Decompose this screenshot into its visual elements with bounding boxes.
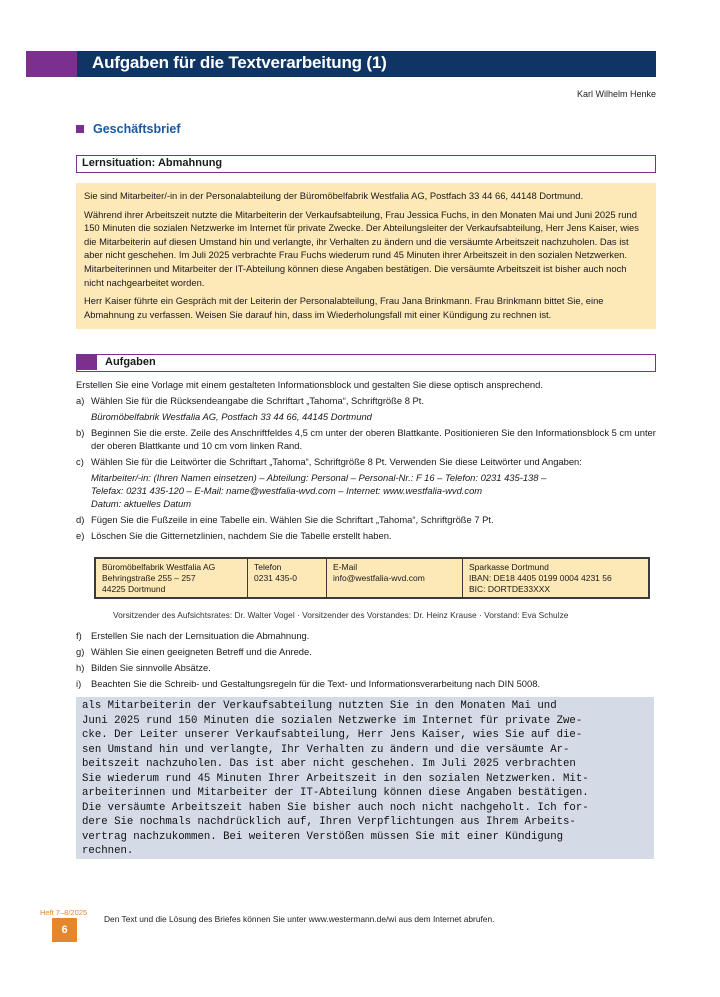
tasks-title-box: [76, 354, 656, 372]
letter-line: arbeiterinnen und Mitarbeiter der IT-Abteilung können diese Angaben bestätigen.: [82, 787, 589, 799]
footer-cell-line: Telefon: [254, 562, 282, 572]
letter-line: dere Sie nochmals nachdrücklich auf, Ihren Verpflichtungen aus Ihrem Arbeits-: [82, 816, 576, 828]
issue-label: Heft 7–8/2025: [40, 908, 88, 917]
task-letter: g): [76, 646, 85, 657]
letter-line: Juni 2025 rund 150 Minuten die sozialen Netzwerke im Internet für private Zwe-: [82, 714, 583, 727]
task-c: [76, 455, 660, 468]
situation-paragraph: Während ihrer Arbeitszeit nutzte die Mitarbeiterin der Verkaufsabteilung, Frau Jessica Fuchs, in den Monaten Mai und Juni 2025 rund 150 Minuten die sozialen Netzwerke im Internet für private Zwecke. Der Abteilungsleiter der Verkaufsabteilung, Herr Jens Kaiser, wies die Mitarbeiterin auf diesen Umstand hin und verlangte, ihr Verhalten zu ändern und die versäumte Arbeitszeit nachzuholen. Das ist aber nicht geschehen. Im Juli 2025 verbrachte Frau Fuchs wiederum rund 45 Minuten ihrer Arbeitszeit in den sozialen Netzwerken. Mitarbeiterinnen und Mitarbeiter der IT-Abteilung können diese Angaben bestätigen. Die versäumte Arbeitszeit ist bisher auch noch nicht nachgearbeitet worden.: [84, 208, 639, 288]
footer-cell-line: Behringstraße 255 – 257: [102, 573, 196, 583]
letter-line: sen Umstand hin und verlangte, Ihr Verhalten zu ändern und die versäumte Ar-: [82, 743, 570, 756]
letter-line: cke. Der Leiter unserer Verkaufsabteilung, Herr Jens Kaiser, wies Sie auf die-: [82, 729, 583, 741]
footer-table-note: Vorsitzender des Aufsichtsrates: Dr. Walter Vogel · Vorsitzender des Vorstandes: Dr. Heinz Krause · Vorstand: Eva Schulze: [113, 610, 569, 620]
situation-title: Lernsituation: Abmahnung: [76, 155, 656, 173]
section-bullet-icon: [76, 125, 84, 133]
tasks-list: [76, 378, 660, 545]
task-text: Beginnen Sie die erste. Zeile des Anschriftfeldes 4,5 cm unter der oberen Blattkante. Positionieren Sie den Informationsblock 5 cm unter der oberen Blattkante und 10 cm vom linken Rand.: [91, 427, 656, 451]
task-example: Mitarbeiter/-in: (Ihren Namen einsetzen) – Abteilung: Personal – Personal-Nr.: F 16 – Telefon: 0231 435-138 –: [91, 472, 547, 483]
task-f: [76, 629, 660, 642]
footer-cell-company: [96, 559, 248, 597]
section-label: Geschäftsbrief: [93, 122, 181, 136]
task-example: Datum: aktuelles Datum: [91, 498, 192, 509]
task-letter: b): [76, 427, 85, 438]
task-letter: c): [76, 456, 84, 467]
task-text: Wählen Sie für die Leitwörter die Schriftart „Tahoma“, Schriftgröße 8 Pt. Verwenden Sie diese Leitwörter und Angaben:: [91, 456, 582, 467]
task-letter: a): [76, 395, 85, 406]
task-d: [76, 513, 660, 526]
page-title: Aufgaben für die Textverarbeitung (1): [92, 53, 387, 72]
letter-line: als Mitarbeiterin der Verkaufsabteilung nutzten Sie in den Monaten Mai und: [82, 700, 557, 712]
letter-line: Die versäumte Arbeitszeit haben Sie bisher auch noch nicht nachgeholt. Ich for-: [82, 801, 589, 814]
section-heading: [76, 122, 181, 136]
letter-line: beitszeit nachzuholen. Das ist aber nicht geschehen. Im Juli 2025 verbrachten: [82, 758, 576, 770]
task-text: Löschen Sie die Gitternetzlinien, nachdem Sie die Tabelle erstellt haben.: [91, 530, 392, 541]
task-e: [76, 529, 660, 542]
letter-line: rechnen.: [82, 845, 134, 857]
task-text: Beachten Sie die Schreib- und Gestaltungsregeln für die Text- und Informationsverarbeitung nach DIN 5008.: [91, 678, 541, 689]
footer-cell-line: 44225 Dortmund: [102, 584, 166, 594]
letter-line: Sie wiederum rund 45 Minuten Ihrer Arbeitszeit in den sozialen Netzwerken. Mit-: [82, 772, 589, 785]
footer-cell-line: IBAN: DE18 4405 0199 0004 4231 56: [469, 573, 612, 583]
task-i: [76, 677, 660, 690]
situation-paragraph: Sie sind Mitarbeiter/-in in der Personalabteilung der Büromöbelfabrik Westfalia AG, Postfach 33 44 66, 44148 Dortmund.: [84, 190, 584, 201]
author-name: Karl Wilhelm Henke: [576, 89, 656, 99]
task-letter: h): [76, 662, 85, 673]
task-text: Fügen Sie die Fußzeile in eine Tabelle ein. Wählen Sie die Schriftart „Tahoma“, Schriftgröße 7 Pt.: [91, 514, 494, 525]
tasks-title: Aufgaben: [105, 356, 156, 368]
footer-cell-email: [327, 559, 463, 597]
task-letter: i): [76, 678, 82, 689]
footer-cell-line: BIC: DORTDE33XXX: [469, 584, 551, 594]
task-letter: f): [76, 630, 82, 641]
footer-cell-line: Büromöbelfabrik Westfalia AG: [102, 562, 216, 572]
footer-cell-line: info@westfalia-wvd.com: [333, 573, 425, 583]
task-text: Erstellen Sie nach der Lernsituation die Abmahnung.: [91, 630, 310, 641]
task-h: [76, 661, 660, 674]
situation-box: [76, 183, 656, 329]
task-b: [76, 426, 660, 452]
letter-text-box: [76, 697, 654, 859]
footer-cell-line: E-Mail: [333, 562, 358, 572]
task-text: Bilden Sie sinnvolle Absätze.: [91, 662, 211, 673]
task-example: Büromöbelfabrik Westfalia AG, Postfach 33 44 66, 44145 Dortmund: [91, 411, 372, 422]
tasks-intro: Erstellen Sie eine Vorlage mit einem gestalteten Informationsblock und gestalten Sie diese optisch ansprechend.: [76, 379, 543, 390]
header-accent: [26, 51, 77, 77]
tasks-title-accent: [77, 355, 97, 370]
task-g: [76, 645, 660, 658]
task-text: Wählen Sie einen geeigneten Betreff und die Anrede.: [91, 646, 312, 657]
tasks-list-continued: [76, 629, 660, 693]
task-letter: e): [76, 530, 85, 541]
page-number: 6: [52, 918, 77, 942]
footer-cell-line: Sparkasse Dortmund: [469, 562, 549, 572]
task-text: Wählen Sie für die Rücksendeangabe die Schriftart „Tahoma“, Schriftgröße 8 Pt.: [91, 395, 424, 406]
footer-cell-bank: [463, 559, 648, 597]
footer-cell-line: 0231 435-0: [254, 573, 298, 583]
task-a: [76, 394, 660, 407]
letter-line: vertrag nachzukommen. Bei weiteren Verstößen müssen Sie mit einer Kündigung: [82, 830, 564, 843]
footer-cell-phone: [248, 559, 327, 597]
footer-text: Den Text und die Lösung des Briefes können Sie unter www.westermann.de/wi aus dem Internet abrufen.: [104, 914, 495, 924]
footer-table-example: [94, 557, 650, 599]
task-example: Telefax: 0231 435-120 – E-Mail: name@westfalia-wvd.com – Internet: www.westfalia-wvd.com: [91, 485, 483, 496]
task-letter: d): [76, 514, 85, 525]
situation-paragraph: Herr Kaiser führte ein Gespräch mit der Leiterin der Personalabteilung, Frau Jana Brinkmann. Frau Brinkmann bittet Sie, eine Abmahnung zu verfassen. Weisen Sie darauf hin, dass im Wiederholungsfall mit einer Kündigung zu rechnen ist.: [84, 295, 604, 320]
